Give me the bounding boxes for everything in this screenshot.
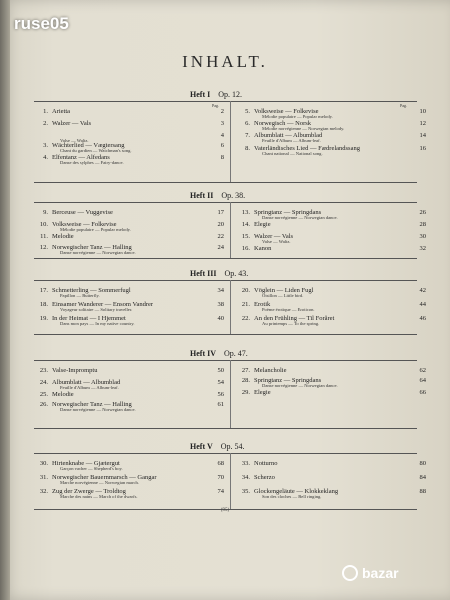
entry-title: In der Heimat — I Hjemmet xyxy=(52,315,126,322)
entry-subtitle: Danse norvégienne — Norwegian dance. xyxy=(262,383,338,388)
entry-title: Springtanz — Springdans xyxy=(254,209,322,216)
section-top-rule xyxy=(34,453,417,454)
toc-entry xyxy=(34,108,224,119)
column-divider xyxy=(230,360,231,428)
entry-subtitle: Dans mon pays — In my native country. xyxy=(60,321,135,326)
entry-page: 14 xyxy=(419,132,426,139)
toc-entry xyxy=(236,120,426,131)
heft-label: Heft I xyxy=(190,90,211,99)
entry-subtitle: Marche des nains — March of the dwarfs. xyxy=(60,494,138,499)
pag-label-left: Pag. xyxy=(212,103,219,108)
entry-subtitle: Danse norvégienne — Norwegian dance. xyxy=(262,215,338,220)
entry-page: 16 xyxy=(419,145,426,152)
entry-page: 56 xyxy=(217,391,224,398)
entry-subtitle: Marche norvégienne — Norwegian march. xyxy=(60,480,139,485)
entry-number: 16. xyxy=(241,245,250,252)
entry-title: Springtanz — Springdans xyxy=(254,377,322,384)
section-bottom-rule xyxy=(34,258,417,259)
entry-title: Elfentanz — Alfedans xyxy=(52,154,110,161)
toc-entry xyxy=(34,233,224,244)
opus-label: Op. 54. xyxy=(220,442,245,451)
section-heading xyxy=(190,90,242,99)
toc-entry xyxy=(34,209,224,220)
entry-subtitle: Feuille d'Album — Album-leaf. xyxy=(60,385,119,390)
entry-page: 8 xyxy=(220,154,224,161)
toc-entry xyxy=(34,367,224,378)
entry-subtitle: Valse — Waltz. xyxy=(262,239,291,244)
entry-title: Vaterländisches Lied — Fædrelandssang xyxy=(254,145,360,152)
heft-label: Heft II xyxy=(190,191,214,200)
entry-number: 18. xyxy=(39,301,48,308)
section-heading xyxy=(190,349,248,358)
toc-entry xyxy=(236,209,426,220)
entry-page: 64 xyxy=(419,377,426,384)
column-divider xyxy=(230,101,231,182)
section-heading xyxy=(190,442,245,451)
entry-subtitle: Au printemps — To the spring. xyxy=(262,321,320,326)
entry-subtitle: Danse norvégienne — Norwegian dance. xyxy=(60,407,136,412)
entry-title: Erotik xyxy=(254,301,271,308)
toc-entry xyxy=(236,145,426,156)
entry-number: 11. xyxy=(40,233,48,240)
entry-number: 4. xyxy=(43,154,48,161)
entry-number: 30. xyxy=(39,460,48,467)
entry-number: 21. xyxy=(241,301,250,308)
entry-page: 34 xyxy=(217,287,224,294)
entry-number: 15. xyxy=(241,233,250,240)
entry-title: Berceuse — Vuggevise xyxy=(52,209,113,216)
section-top-rule xyxy=(34,360,417,361)
column-divider xyxy=(230,202,231,258)
entry-title: Norwegischer Tanz — Halling xyxy=(52,244,132,251)
entry-subtitle: Mélodie populaire — Popular melody. xyxy=(262,114,333,119)
entry-title: Hirtenknabe — Gjætergut xyxy=(52,460,120,467)
entry-page: 22 xyxy=(217,233,224,240)
entry-page: 2 xyxy=(220,108,224,115)
entry-title: Valse-Impromptu xyxy=(52,367,98,374)
site-logo: ruse05 xyxy=(14,14,69,33)
entry-number: 32. xyxy=(39,488,48,495)
entry-page: 46 xyxy=(419,315,426,322)
toc-entry xyxy=(34,460,224,471)
entry-title: Glockengeläute — Klokkeklang xyxy=(254,488,339,495)
entry-title: Norwegischer Tanz — Halling xyxy=(52,401,132,408)
entry-number: 24. xyxy=(39,379,48,386)
entry-subtitle: Papillon — Butterfly. xyxy=(60,293,100,298)
entry-number: 10. xyxy=(39,221,48,228)
toc-entry xyxy=(34,221,224,232)
entry-number: 7. xyxy=(245,132,250,139)
watermark-text: bazar xyxy=(362,565,399,581)
entry-title: Vöglein — Liden Fugl xyxy=(254,287,314,294)
entry-title: Zug der Zwerge — Troldtog xyxy=(52,488,126,495)
entry-number: 22. xyxy=(241,315,250,322)
toc-entry xyxy=(34,301,224,312)
entry-page: 66 xyxy=(419,389,426,396)
toc-entry xyxy=(34,287,224,298)
entry-page: 44 xyxy=(419,301,426,308)
opus-label: Op. 47. xyxy=(224,349,248,358)
entry-number: 6. xyxy=(245,120,250,127)
toc-entry xyxy=(236,488,426,499)
entry-title: Elegie xyxy=(254,221,271,228)
toc-entry xyxy=(236,233,426,244)
entry-subtitle: Chant national — National song. xyxy=(262,151,323,156)
opus-label: Op. 43. xyxy=(224,269,249,278)
page-title: INHALT. xyxy=(182,52,268,71)
toc-entry xyxy=(236,132,426,143)
entry-number: 17. xyxy=(39,287,48,294)
entry-page: 28 xyxy=(419,221,426,228)
entry-page: 10 xyxy=(419,108,426,115)
entry-number: 3. xyxy=(43,142,48,149)
entry-title: Volksweise — Folkevise xyxy=(52,221,117,228)
entry-number: 27. xyxy=(241,367,250,374)
entry-title: Norwegisch — Norsk xyxy=(254,120,312,127)
entry-title: Melodie xyxy=(52,233,74,240)
entry-number: 29. xyxy=(241,389,250,396)
entry-page: 17 xyxy=(217,209,224,216)
entry-page: 32 xyxy=(419,245,426,252)
toc-entry xyxy=(236,460,426,471)
entry-page: 30 xyxy=(419,233,426,240)
opus-label: Op. 12. xyxy=(218,90,242,99)
entry-title: Volksweise — Folkevise xyxy=(254,108,319,115)
entry-page: 26 xyxy=(419,209,426,216)
toc-entry xyxy=(236,221,426,232)
entry-title: Arietta xyxy=(52,108,71,115)
entry-title: Walzer — Vals xyxy=(52,120,92,127)
entry-subtitle: Oisillon — Little bird. xyxy=(262,293,304,298)
entry-number: 13. xyxy=(241,209,250,216)
opus-label: Op. 38. xyxy=(221,191,246,200)
toc-entry xyxy=(34,154,224,165)
entry-title: Norwegischer Bauernmarsch — Gangar xyxy=(52,474,157,481)
entry-subtitle: Feuille d'Album — Album-leaf. xyxy=(262,138,321,143)
entry-page: 4 xyxy=(220,132,224,139)
toc-entry xyxy=(236,474,426,485)
entry-number: 28. xyxy=(241,377,250,384)
entry-number: 34. xyxy=(241,474,250,481)
entry-title: Elegie xyxy=(254,389,271,396)
section-bottom-rule xyxy=(34,334,417,335)
entry-page: 62 xyxy=(419,367,426,374)
section-bottom-rule xyxy=(34,428,417,429)
entry-title: Melancholie xyxy=(254,367,287,374)
entry-number: 23. xyxy=(39,367,48,374)
entry-number: 31. xyxy=(39,474,48,481)
toc-entry xyxy=(236,287,426,298)
entry-page: 6 xyxy=(220,142,224,149)
entry-subtitle: Mélodie populaire — Popular melody. xyxy=(60,227,131,232)
entry-subtitle: Son des cloches — Bell ringing. xyxy=(262,494,322,499)
entry-number: 12. xyxy=(39,244,48,251)
heft-label: Heft IV xyxy=(190,349,216,358)
entry-subtitle: Danse des sylphes — Fairy-dance. xyxy=(60,160,124,165)
watermark-circle-icon xyxy=(343,566,357,580)
toc-entry xyxy=(34,120,224,131)
entry-subtitle: Mélodie norvégienne — Norwegian melody. xyxy=(262,126,345,131)
entry-number: 9. xyxy=(43,209,48,216)
entry-number: 1. xyxy=(43,108,48,115)
entry-page: 88 xyxy=(419,488,426,495)
entry-title: Notturno xyxy=(254,460,278,467)
toc-entry xyxy=(34,142,224,153)
entry-page: 50 xyxy=(217,367,224,374)
heft-label: Heft III xyxy=(190,269,217,278)
entry-title: Einsamer Wanderer — Ensom Vandrer xyxy=(52,301,154,308)
entry-title: Albumblatt — Albumblad xyxy=(254,132,323,139)
page-number: (95) xyxy=(220,508,230,513)
entry-number: 33. xyxy=(241,460,250,467)
section-top-rule xyxy=(34,101,417,102)
entry-number: 5. xyxy=(245,108,250,115)
section-heading xyxy=(190,191,245,200)
entry-number: 35. xyxy=(241,488,250,495)
section-heading xyxy=(190,269,248,278)
section-top-rule xyxy=(34,280,417,281)
entry-page: 84 xyxy=(419,474,426,481)
column-divider xyxy=(230,280,231,334)
entry-title: Walzer — Vals xyxy=(254,233,294,240)
entry-number: 14. xyxy=(241,221,250,228)
toc-entry xyxy=(236,315,426,326)
entry-number: 8. xyxy=(245,145,250,152)
toc-entry xyxy=(236,245,426,256)
entry-page: 42 xyxy=(419,287,426,294)
section-bottom-rule xyxy=(34,182,417,183)
toc-entry xyxy=(236,389,426,400)
entry-page: 38 xyxy=(217,301,224,308)
section-top-rule xyxy=(34,202,417,203)
entry-number: 25. xyxy=(39,391,48,398)
entry-title: Scherzo xyxy=(254,474,275,481)
toc-entry xyxy=(34,488,224,499)
entry-page: 40 xyxy=(217,315,224,322)
entry-title: Albumblatt — Albumblad xyxy=(52,379,121,386)
toc-entry xyxy=(34,379,224,390)
entry-subtitle: Danse norvégienne — Norwegian dance. xyxy=(60,250,136,255)
entry-page: 61 xyxy=(217,401,224,408)
entry-subtitle: Garçon vacher — Shepherd's boy. xyxy=(60,466,123,471)
entry-number: 26. xyxy=(39,401,48,408)
entry-page: 12 xyxy=(419,120,426,127)
entry-title: An den Frühling — Til Forăret xyxy=(254,315,335,322)
column-divider xyxy=(230,453,231,509)
entry-page: 80 xyxy=(419,460,426,467)
entry-title: Kanon xyxy=(254,245,272,252)
entry-number: 19. xyxy=(39,315,48,322)
entry-subtitle: Valse — Waltz. xyxy=(60,138,89,143)
entry-subtitle: Chant du gardien — Watchman's song. xyxy=(60,148,132,153)
toc-entry xyxy=(34,315,224,326)
entry-number: 20. xyxy=(241,287,250,294)
toc-entry xyxy=(236,108,426,119)
entry-page: 54 xyxy=(217,379,224,386)
toc-entry xyxy=(34,244,224,255)
entry-title: Schmetterling — Sommerfugl xyxy=(52,287,131,294)
toc-entry xyxy=(34,401,224,412)
entry-page: 24 xyxy=(217,244,224,251)
entry-page: 3 xyxy=(220,120,224,127)
bazar-watermark xyxy=(342,562,432,584)
pag-label-right: Pag. xyxy=(400,103,407,108)
entry-number: 2. xyxy=(43,120,48,127)
entry-title: Wächterlied — Vægtersang xyxy=(52,142,125,149)
heft-label: Heft V xyxy=(190,442,213,451)
entry-page: 70 xyxy=(217,474,224,481)
toc-entry xyxy=(34,474,224,485)
toc-entry xyxy=(236,301,426,312)
entry-page: 74 xyxy=(217,488,224,495)
entry-page: 20 xyxy=(217,221,224,228)
entry-subtitle: Voyageur solitaire — Solitary traveller. xyxy=(60,307,133,312)
entry-page: 68 xyxy=(217,460,224,467)
toc-entry xyxy=(236,377,426,388)
entry-title: Melodie xyxy=(52,391,74,398)
entry-subtitle: Poème érotique — Eroticon. xyxy=(262,307,315,312)
